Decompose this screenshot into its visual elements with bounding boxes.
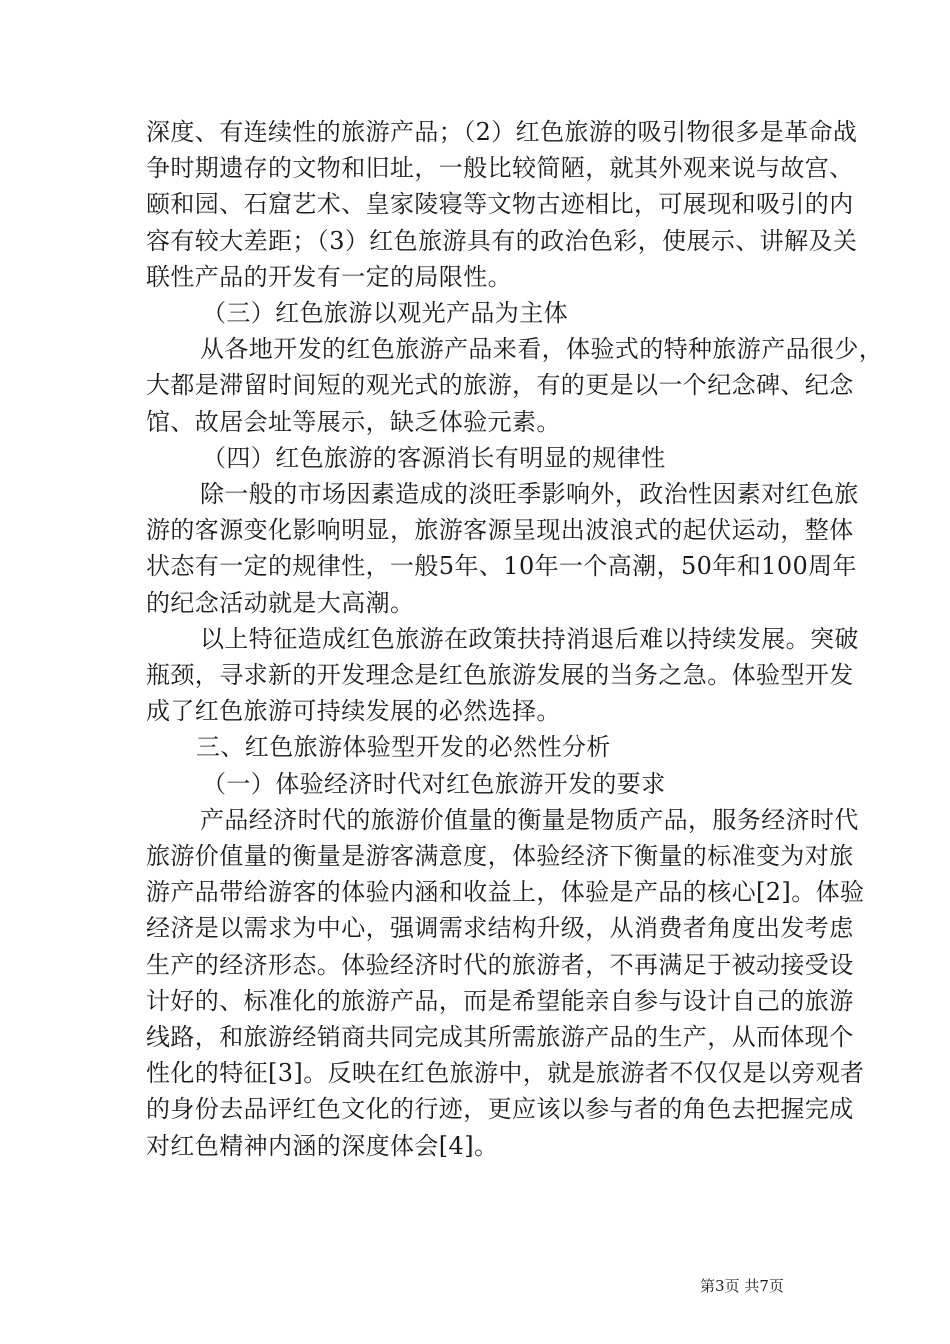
paragraph-line: 颐和园、石窟艺术、皇家陵寝等文物古迹相比，可展现和吸引的内 xyxy=(146,190,854,218)
paragraph-line: 状态有一定的规律性，一般5年、10年一个高潮，50年和100周年 xyxy=(146,552,857,580)
footer-current-page: 3 xyxy=(715,1277,725,1295)
paragraph-line: 从各地开发的红色旅游产品来看，体验式的特种旅游产品很少， xyxy=(200,335,884,363)
paragraph-line: 对红色精神内涵的深度体会[4]。 xyxy=(146,1132,499,1160)
paragraph-line: 性化的特征[3]。反映在红色旅游中，就是旅游者不仅仅是以旁观者 xyxy=(146,1059,865,1087)
paragraph-line: 游产品带给游客的体验内涵和收益上，体验是产品的核心[2]。体验 xyxy=(146,878,865,906)
paragraph-line: 争时期遗存的文物和旧址，一般比较简陋，就其外观来说与故宫、 xyxy=(146,154,854,182)
paragraph-line: 馆、故居会址等展示，缺乏体验元素。 xyxy=(146,408,561,436)
paragraph-line: 经济是以需求为中心，强调需求结构升级，从消费者角度出发考虑 xyxy=(146,914,854,942)
footer-suffix: 页 xyxy=(768,1277,784,1295)
subheading-line: （四）红色旅游的客源消长有明显的规律性 xyxy=(202,444,666,472)
subheading-line: （三）红色旅游以观光产品为主体 xyxy=(202,299,568,327)
paragraph-line: 成了红色旅游可持续发展的必然选择。 xyxy=(146,697,561,725)
heading-line: 三、红色旅游体验型开发的必然性分析 xyxy=(196,733,611,761)
footer-prefix: 第 xyxy=(700,1277,716,1295)
paragraph-line: 游的客源变化影响明显，旅游客源呈现出波浪式的起伏运动，整体 xyxy=(146,516,854,544)
paragraph-line: 旅游价值量的衡量是游客满意度，体验经济下衡量的标准变为对旅 xyxy=(146,842,854,870)
page-footer xyxy=(700,1276,784,1296)
paragraph-line: 除一般的市场因素造成的淡旺季影响外，政治性因素对红色旅 xyxy=(200,480,859,508)
footer-middle: 页 共 xyxy=(724,1277,760,1295)
paragraph-line: 联性产品的开发有一定的局限性。 xyxy=(146,263,512,291)
paragraph-line: 容有较大差距；（3）红色旅游具有的政治色彩，使展示、讲解及关 xyxy=(146,227,858,255)
paragraph-line: 产品经济时代的旅游价值量的衡量是物质产品，服务经济时代 xyxy=(200,806,859,834)
paragraph-line: 计好的、标准化的旅游产品，而是希望能亲自参与设计自己的旅游 xyxy=(146,987,854,1015)
subheading-line: （一）体验经济时代对红色旅游开发的要求 xyxy=(202,770,666,798)
paragraph-line: 深度、有连续性的旅游产品；（2）红色旅游的吸引物很多是革命战 xyxy=(146,118,858,146)
paragraph-line: 的纪念活动就是大高潮。 xyxy=(146,589,415,617)
paragraph-line: 瓶颈，寻求新的开发理念是红色旅游发展的当务之急。体验型开发 xyxy=(146,661,854,689)
paragraph-line: 大都是滞留时间短的观光式的旅游，有的更是以一个纪念碑、纪念 xyxy=(146,371,854,399)
footer-total-pages: 7 xyxy=(759,1277,769,1295)
paragraph-line: 以上特征造成红色旅游在政策扶持消退后难以持续发展。突破 xyxy=(200,625,859,653)
paragraph-line: 生产的经济形态。体验经济时代的旅游者，不再满足于被动接受设 xyxy=(146,951,854,979)
paragraph-line: 线路，和旅游经销商共同完成其所需旅游产品的生产，从而体现个 xyxy=(146,1023,854,1051)
paragraph-line: 的身份去品评红色文化的行迹，更应该以参与者的角色去把握完成 xyxy=(146,1095,854,1123)
